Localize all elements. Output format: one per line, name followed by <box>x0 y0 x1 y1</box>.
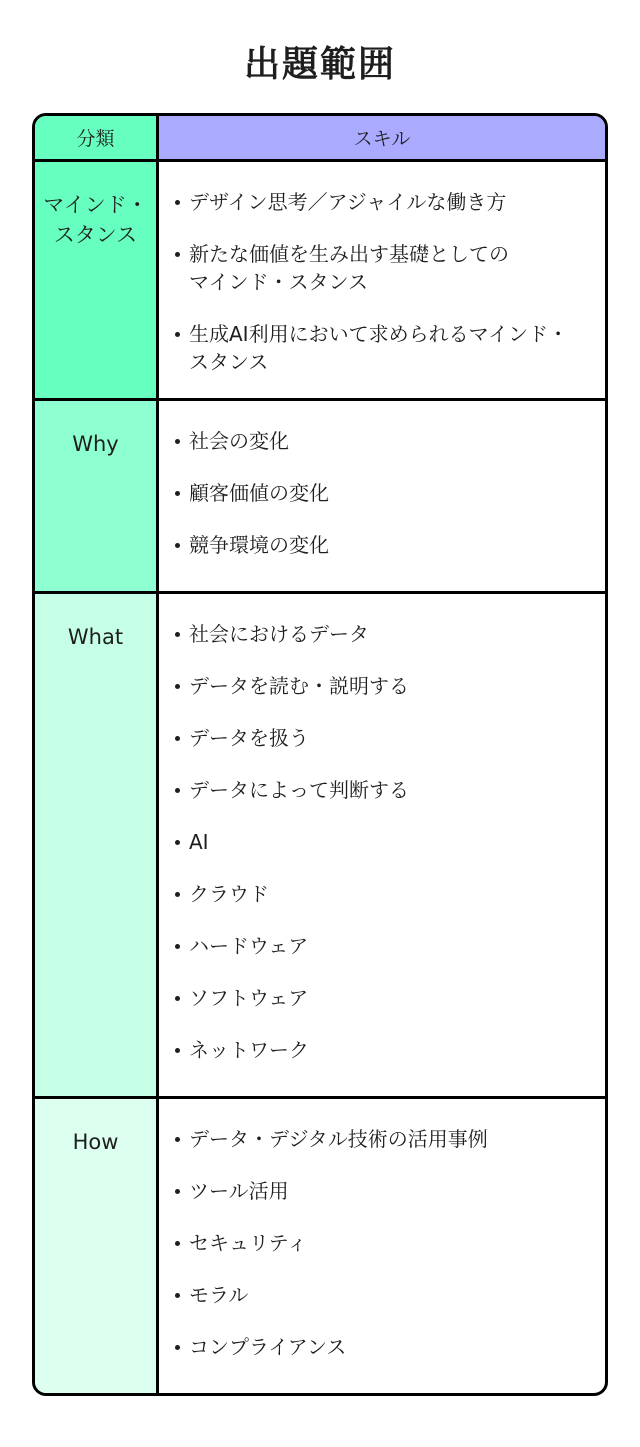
skills-cell-how <box>159 1099 605 1393</box>
skill-item: 競争環境の変化 <box>175 531 585 559</box>
category-cell-what <box>35 594 159 1099</box>
header-skill: スキル <box>159 116 605 162</box>
skill-list <box>159 401 605 559</box>
category-cell-how <box>35 1099 159 1393</box>
skill-item: 社会の変化 <box>175 427 585 455</box>
category-label: How <box>72 1130 119 1154</box>
skill-list <box>159 162 605 376</box>
skill-item: セキュリティ <box>175 1229 585 1257</box>
skill-item: クラウド <box>175 880 585 908</box>
skill-item: ネットワーク <box>175 1036 585 1064</box>
skill-item: コンプライアンス <box>175 1333 585 1361</box>
category-label: マインド・ スタンス <box>43 193 148 247</box>
skill-item: ソフトウェア <box>175 984 585 1012</box>
skill-item: デザイン思考／アジャイルな働き方 <box>175 188 585 216</box>
skills-cell-mind <box>159 162 605 401</box>
page-title: 出題範囲 <box>243 44 396 85</box>
skill-list <box>159 1099 605 1361</box>
skill-item: モラル <box>175 1281 585 1309</box>
category-cell-why <box>35 401 159 594</box>
category-label: Why <box>72 432 119 456</box>
category-label: What <box>67 625 124 649</box>
skill-item: 社会におけるデータ <box>175 620 585 648</box>
header-category: 分類 <box>35 116 159 162</box>
skill-item: データ・デジタル技術の活用事例 <box>175 1125 585 1153</box>
skill-list <box>159 594 605 1064</box>
skill-item: 生成AI利用において求められるマインド・ スタンス <box>175 320 585 376</box>
skill-item: 顧客価値の変化 <box>175 479 585 507</box>
scope-table <box>32 113 608 1396</box>
skill-item: 新たな価値を生み出す基礎としての マインド・スタンス <box>175 240 585 296</box>
skill-item: ハードウェア <box>175 932 585 960</box>
skills-cell-what <box>159 594 605 1099</box>
skill-item: ツール活用 <box>175 1177 585 1205</box>
skill-item: AI <box>175 828 585 856</box>
skill-item: データによって判断する <box>175 776 585 804</box>
skill-item: データを読む・説明する <box>175 672 585 700</box>
category-cell-mind <box>35 162 159 401</box>
skill-item: データを扱う <box>175 724 585 752</box>
skills-cell-why <box>159 401 605 594</box>
